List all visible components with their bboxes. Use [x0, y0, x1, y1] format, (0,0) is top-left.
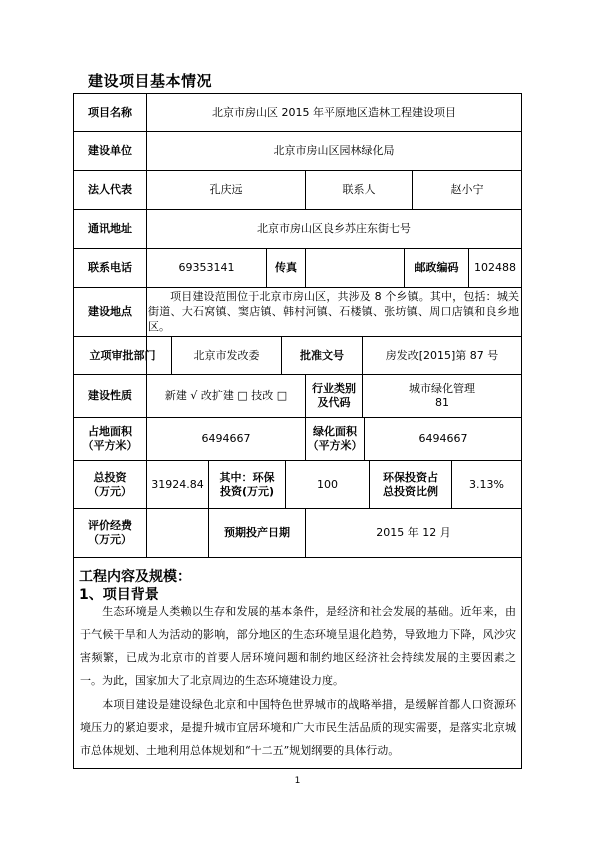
builder-label: 建设单位 — [88, 144, 132, 157]
section-subheading: 1、项目背景 — [79, 587, 159, 603]
address-value: 北京市房山区良乡苏庄东街七号 — [257, 222, 411, 235]
builder-value: 北京市房山区园林绿化局 — [273, 144, 395, 157]
env-ratio-value: 3.13% — [469, 477, 504, 491]
area-value: 6494667 — [201, 432, 251, 445]
area-label-line1: 占地面积 — [88, 425, 132, 438]
section-heading: 工程内容及规模： — [79, 569, 191, 585]
area-label — [74, 418, 146, 460]
investment-label-line1: 总投资 — [93, 470, 127, 484]
approval-doc-label: 批准文号 — [300, 348, 344, 362]
env-investment-label-line1: 其中：环保 — [219, 470, 275, 484]
address-label: 通讯地址 — [88, 222, 132, 235]
contact-label: 联系人 — [342, 183, 376, 196]
contact-value: 赵小宁 — [450, 183, 484, 196]
paragraph-2: 本项目建设是建设绿色北京和中国特色世界城市的战略举措，是缓解首都人口资源环境压力的紧迫要求，是提升城市宜居环境和广大市民生活品质的现实需要，是落实北京城市总体规划、土地利用总体规划和“十二五”规划纲要的具体行动。 — [80, 698, 516, 757]
eval-fee-label — [74, 509, 146, 557]
env-ratio-label-line1: 环保投资占 — [383, 470, 438, 484]
fax-value — [306, 249, 404, 287]
env-investment-label — [209, 461, 285, 508]
green-area-value: 6494667 — [418, 432, 468, 445]
postcode-value: 102488 — [474, 261, 516, 274]
project-name-value: 北京市房山区 2015 年平原地区造林工程建设项目 — [212, 105, 456, 119]
legal-rep-label: 法人代表 — [88, 183, 132, 196]
phone-value: 69353141 — [178, 261, 235, 274]
nature-label: 建设性质 — [88, 389, 132, 402]
page-number: 1 — [294, 776, 301, 786]
area-label-line2: （平方米） — [82, 439, 138, 452]
production-date-label: 预期投产日期 — [224, 526, 290, 539]
env-investment-value: 100 — [317, 477, 338, 491]
legal-rep-value: 孔庆远 — [209, 183, 243, 196]
approval-value: 北京市发改委 — [193, 348, 260, 362]
paragraph-1: 生态环境是人类赖以生存和发展的基本条件，是经济和社会发展的基础。近年来，由于气候干旱和人为活动的影响，部分地区的生态环境呈退化趋势，导致地力下降，风沙灾害频繁，已成为北京市的首要人居环境问题和制约地区经济社会持续发展的主要因素之一。为此，国家加大了北京周边的生态环境建设力度。 — [80, 605, 516, 687]
approval-label: 立项审批部门 — [89, 348, 156, 362]
industry-label — [306, 375, 362, 417]
green-area-label-line1: 绿化面积 — [313, 425, 357, 438]
nature-value: 新建 √ 改扩建 □ 技改 □ — [164, 389, 288, 402]
row-divider — [73, 557, 522, 558]
eval-fee-label-line1: 评价经费 — [88, 519, 132, 532]
env-ratio-label-line2: 总投资比例 — [383, 484, 438, 498]
project-name-label: 项目名称 — [88, 105, 132, 119]
investment-value: 31924.84 — [151, 477, 204, 491]
industry-label-line2: 及代码 — [317, 396, 351, 409]
eval-fee-value — [147, 509, 208, 557]
approval-doc-value: 房发改[2015]第 87 号 — [385, 348, 499, 362]
investment-label — [74, 461, 146, 508]
location-text: 项目建设范围位于北京市房山区，共涉及 8 个乡镇。其中，包括：城关街道、大石窝镇、窦店镇、韩村河镇、石楼镇、张坊镇、周口店镇和良乡地区。 — [148, 290, 519, 333]
eval-fee-label-line2: （万元） — [88, 533, 132, 546]
env-ratio-label — [370, 461, 451, 508]
location-label: 建设地点 — [88, 305, 132, 318]
industry-value-line1: 城市绿化管理 — [409, 382, 475, 395]
industry-label-line1: 行业类别 — [312, 382, 356, 395]
green-area-label-line2: （平方米） — [307, 439, 363, 452]
page-title: 建设项目基本情况 — [88, 72, 213, 90]
phone-label: 联系电话 — [88, 261, 132, 274]
env-investment-label-line2: 投资(万元) — [219, 484, 275, 498]
fax-label: 传真 — [275, 261, 297, 274]
industry-value-line2: 81 — [435, 396, 449, 409]
green-area-label — [306, 418, 364, 460]
production-date-value: 2015 年 12 月 — [376, 526, 451, 539]
industry-value — [363, 375, 521, 417]
postcode-label: 邮政编码 — [414, 261, 459, 274]
investment-label-line2: （万元） — [88, 484, 132, 498]
